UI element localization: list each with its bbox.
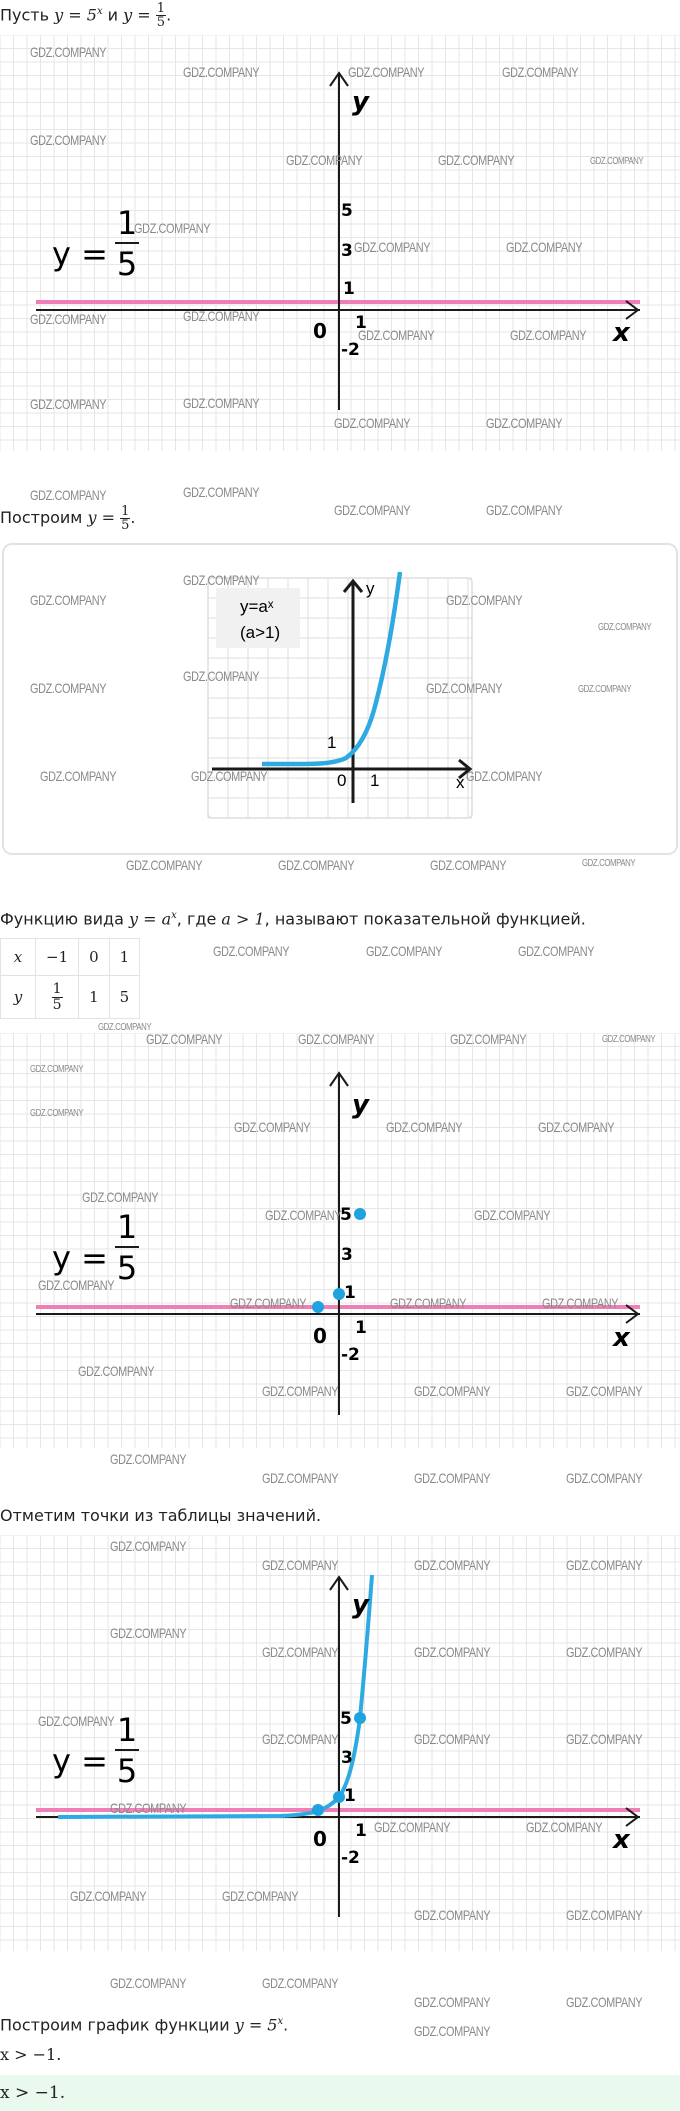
origin-label: 0	[313, 319, 327, 343]
y-tick-neg2: -2	[341, 340, 360, 360]
step5-eq: y = 5	[234, 2015, 278, 2035]
watermark-text: GDZ.COMPANY	[78, 1363, 155, 1379]
watermark-text: GDZ.COMPANY	[542, 1295, 619, 1311]
watermark-text: GDZ.COMPANY	[510, 327, 587, 343]
watermark-text: GDZ.COMPANY	[230, 1295, 307, 1311]
y-tick-3: 3	[341, 1748, 353, 1768]
watermark-text: GDZ.COMPANY	[348, 64, 425, 80]
watermark-text: GDZ.COMPANY	[70, 1888, 147, 1904]
y-tick-1: 1	[343, 279, 355, 299]
watermark-text: GDZ.COMPANY	[183, 572, 260, 588]
watermark-text: GDZ.COMPANY	[40, 768, 117, 784]
watermark-text: GDZ.COMPANY	[262, 1383, 339, 1399]
point-minus1	[312, 1301, 324, 1313]
watermark-text: GDZ.COMPANY	[234, 1119, 311, 1135]
watermark-text: GDZ.COMPANY	[30, 592, 107, 608]
watermark-text: GDZ.COMPANY	[374, 1819, 451, 1835]
y-axis-label: y	[352, 1090, 369, 1120]
intro-conj: и	[102, 5, 124, 25]
table-cell: 1	[79, 976, 110, 1019]
watermark-text: GDZ.COMPANY	[278, 857, 355, 873]
y-axis-label: y	[352, 1590, 369, 1620]
watermark-text: GDZ.COMPANY	[566, 1644, 643, 1660]
watermark-text: GDZ.COMPANY	[183, 484, 260, 500]
watermark-text: GDZ.COMPANY	[386, 1119, 463, 1135]
line-label-lhs: y =	[52, 1742, 108, 1780]
watermark-text: GDZ.COMPANY	[183, 308, 260, 324]
line-label-num: 1	[116, 204, 138, 242]
watermark-text: GDZ.COMPANY	[426, 680, 503, 696]
watermark-text: GDZ.COMPANY	[486, 415, 563, 431]
step2-eq: y =	[87, 508, 121, 527]
watermark-text: GDZ.COMPANY	[414, 1557, 491, 1573]
watermark-text: GDZ.COMPANY	[414, 1644, 491, 1660]
table-cell: 0	[79, 939, 110, 976]
line-label-lhs: y =	[52, 1239, 108, 1277]
watermark-text: GDZ.COMPANY	[126, 857, 203, 873]
watermark-text: GDZ.COMPANY	[30, 44, 107, 60]
line-label-lhs: y =	[52, 235, 108, 273]
intro-text: Пусть $y = 5^x$ и y = $\frac{1}{5}$ .	[0, 1, 172, 31]
answer-box: x > −1.	[0, 2075, 680, 2111]
watermark-text: GDZ.COMPANY	[110, 1538, 187, 1554]
watermark-text: GDZ.COMPANY	[582, 858, 636, 869]
watermark-text: GDZ.COMPANY	[566, 1731, 643, 1747]
watermark-text: GDZ.COMPANY	[146, 1031, 223, 1047]
graph-points-svg	[0, 1033, 680, 1448]
watermark-text: GDZ.COMPANY	[38, 1713, 115, 1729]
watermark-text: GDZ.COMPANY	[446, 592, 523, 608]
x-axis-label: x	[613, 1323, 630, 1353]
watermark-text: GDZ.COMPANY	[191, 768, 268, 784]
watermark-text: GDZ.COMPANY	[566, 1383, 643, 1399]
table-cell: 1	[109, 939, 140, 976]
watermark-text: GDZ.COMPANY	[358, 327, 435, 343]
intro-eq2: y =	[123, 5, 156, 25]
line-label-num: 1	[116, 1208, 138, 1246]
table-cell: y	[1, 976, 36, 1019]
watermark-text: GDZ.COMPANY	[262, 1731, 339, 1747]
watermark-text: GDZ.COMPANY	[466, 768, 543, 784]
watermark-text: GDZ.COMPANY	[262, 1644, 339, 1660]
watermark-text: GDZ.COMPANY	[222, 1888, 299, 1904]
watermark-text: GDZ.COMPANY	[598, 622, 652, 633]
watermark-text: GDZ.COMPANY	[602, 1034, 656, 1045]
x-axis-label: x	[613, 318, 630, 348]
definition-cond: a > 1	[221, 909, 265, 929]
values-table	[0, 938, 140, 1019]
watermark-text: GDZ.COMPANY	[438, 152, 515, 168]
watermark-text: GDZ.COMPANY	[262, 1470, 339, 1486]
graph-curve-svg	[0, 1535, 680, 1951]
definition-text: Функцию вида $y = a^x$, где a > 1, называют показательной функцией.	[0, 909, 586, 929]
watermark-text: GDZ.COMPANY	[366, 943, 443, 959]
watermark-text: GDZ.COMPANY	[265, 1207, 342, 1223]
graph-lines-svg	[0, 35, 680, 451]
watermark-text: GDZ.COMPANY	[590, 156, 644, 167]
sample-origin: 0	[337, 771, 347, 790]
watermark-text: GDZ.COMPANY	[110, 1800, 187, 1816]
watermark-text: GDZ.COMPANY	[430, 857, 507, 873]
x-tick-1: 1	[355, 1821, 367, 1841]
y-tick-5: 5	[340, 1205, 352, 1225]
watermark-text: GDZ.COMPANY	[30, 396, 107, 412]
watermark-text: GDZ.COMPANY	[183, 64, 260, 80]
graph-points	[0, 1033, 680, 1448]
watermark-text: GDZ.COMPANY	[98, 1022, 152, 1033]
watermark-text: GDZ.COMPANY	[334, 502, 411, 518]
point-1	[354, 1208, 366, 1220]
intro-eq1: y = 5	[54, 5, 97, 25]
watermark-text: GDZ.COMPANY	[566, 1557, 643, 1573]
intro-eq1-exp: x	[96, 6, 103, 17]
table-cell: x	[1, 939, 36, 976]
line-label-num: 1	[116, 1711, 138, 1749]
definition-eq: y = a	[129, 909, 172, 929]
watermark-text: GDZ.COMPANY	[334, 415, 411, 431]
watermark-text: GDZ.COMPANY	[286, 152, 363, 168]
sample-graph-card	[2, 543, 678, 855]
watermark-text: GDZ.COMPANY	[262, 1975, 339, 1991]
watermark-text: GDZ.COMPANY	[414, 1907, 491, 1923]
sample-x-tick: 1	[370, 771, 380, 790]
watermark-text: GDZ.COMPANY	[30, 680, 107, 696]
watermark-text: GDZ.COMPANY	[566, 1470, 643, 1486]
intro-prefix: Пусть	[0, 5, 55, 25]
watermark-text: GDZ.COMPANY	[30, 487, 107, 503]
watermark-text: GDZ.COMPANY	[298, 1031, 375, 1047]
y-tick-3: 3	[341, 1245, 353, 1265]
y-tick-neg2: -2	[341, 1848, 360, 1868]
watermark-text: GDZ.COMPANY	[38, 1277, 115, 1293]
sample-eq-label: y=aˣ	[240, 597, 274, 616]
point-minus1	[312, 1804, 324, 1816]
watermark-text: GDZ.COMPANY	[183, 668, 260, 684]
watermark-text: GDZ.COMPANY	[414, 1994, 491, 2010]
step2-fraction: $\frac{1}{5}$	[121, 504, 130, 533]
step2-text: Построим y = $\frac{1}{5}$ .	[0, 504, 136, 533]
watermark-text: GDZ.COMPANY	[506, 239, 583, 255]
table-row	[1, 939, 140, 976]
watermark-text: GDZ.COMPANY	[502, 64, 579, 80]
intro-fraction: $\frac{1}{5}$	[156, 1, 166, 31]
table-row	[1, 976, 140, 1019]
y-tick-5: 5	[341, 201, 353, 221]
watermark-text: GDZ.COMPANY	[526, 1819, 603, 1835]
graph-curve	[0, 1535, 680, 1951]
sample-y-label: y	[366, 579, 375, 598]
y-tick-1: 1	[344, 1786, 356, 1806]
watermark-text: GDZ.COMPANY	[414, 1731, 491, 1747]
watermark-text: GDZ.COMPANY	[486, 502, 563, 518]
table-cell: 5	[109, 976, 140, 1019]
watermark-text: GDZ.COMPANY	[414, 1383, 491, 1399]
watermark-text: GDZ.COMPANY	[110, 1975, 187, 1991]
watermark-text: GDZ.COMPANY	[82, 1189, 159, 1205]
watermark-text: GDZ.COMPANY	[518, 943, 595, 959]
watermark-text: GDZ.COMPANY	[474, 1207, 551, 1223]
watermark-text: GDZ.COMPANY	[213, 943, 290, 959]
watermark-text: GDZ.COMPANY	[390, 1295, 467, 1311]
graph-lines	[0, 35, 680, 451]
watermark-text: GDZ.COMPANY	[30, 311, 107, 327]
y-axis-label: y	[352, 87, 369, 117]
table-cell: −1	[36, 939, 79, 976]
sample-cond-label: (a>1)	[240, 623, 281, 642]
watermark-text: GDZ.COMPANY	[566, 1907, 643, 1923]
x-tick-1: 1	[355, 313, 367, 333]
watermark-text: GDZ.COMPANY	[110, 1451, 187, 1467]
sample-y-tick: 1	[327, 733, 337, 752]
x-tick-1: 1	[355, 1318, 367, 1338]
line-label-den: 5	[116, 245, 138, 283]
watermark-text: GDZ.COMPANY	[30, 1064, 84, 1075]
watermark-text: GDZ.COMPANY	[578, 684, 632, 695]
result-text: x > −1.	[0, 2045, 62, 2064]
watermark-text: GDZ.COMPANY	[30, 1108, 84, 1119]
watermark-text: GDZ.COMPANY	[30, 132, 107, 148]
y-tick-5: 5	[340, 1709, 352, 1729]
step5-text: Построим график функции $y = 5^x$.	[0, 2015, 289, 2035]
line-label-den: 5	[116, 1752, 138, 1790]
sample-x-label: x	[456, 773, 465, 792]
watermark-text: GDZ.COMPANY	[262, 1557, 339, 1573]
line-label-den: 5	[116, 1249, 138, 1287]
watermark-text: GDZ.COMPANY	[110, 1625, 187, 1641]
origin-label: 0	[313, 1324, 327, 1348]
point-1	[354, 1712, 366, 1724]
watermark-text: GDZ.COMPANY	[414, 2023, 491, 2039]
origin-label: 0	[313, 1827, 327, 1851]
exp-curve	[58, 1575, 372, 1817]
y-tick-neg2: -2	[341, 1345, 360, 1365]
sample-graph-svg	[4, 545, 676, 853]
watermark-text: GDZ.COMPANY	[183, 395, 260, 411]
watermark-text: GDZ.COMPANY	[450, 1031, 527, 1047]
watermark-text: GDZ.COMPANY	[566, 1994, 643, 2010]
watermark-text: GDZ.COMPANY	[134, 220, 211, 236]
x-axis-label: x	[613, 1825, 630, 1855]
watermark-text: GDZ.COMPANY	[538, 1119, 615, 1135]
watermark-text: GDZ.COMPANY	[414, 1470, 491, 1486]
y-tick-1: 1	[344, 1283, 356, 1303]
step4-text: Отметим точки из таблицы значений.	[0, 1506, 322, 1525]
watermark-text: GDZ.COMPANY	[354, 239, 431, 255]
table-cell: $\frac{1}{5}$	[36, 976, 79, 1019]
y-tick-3: 3	[341, 241, 353, 261]
